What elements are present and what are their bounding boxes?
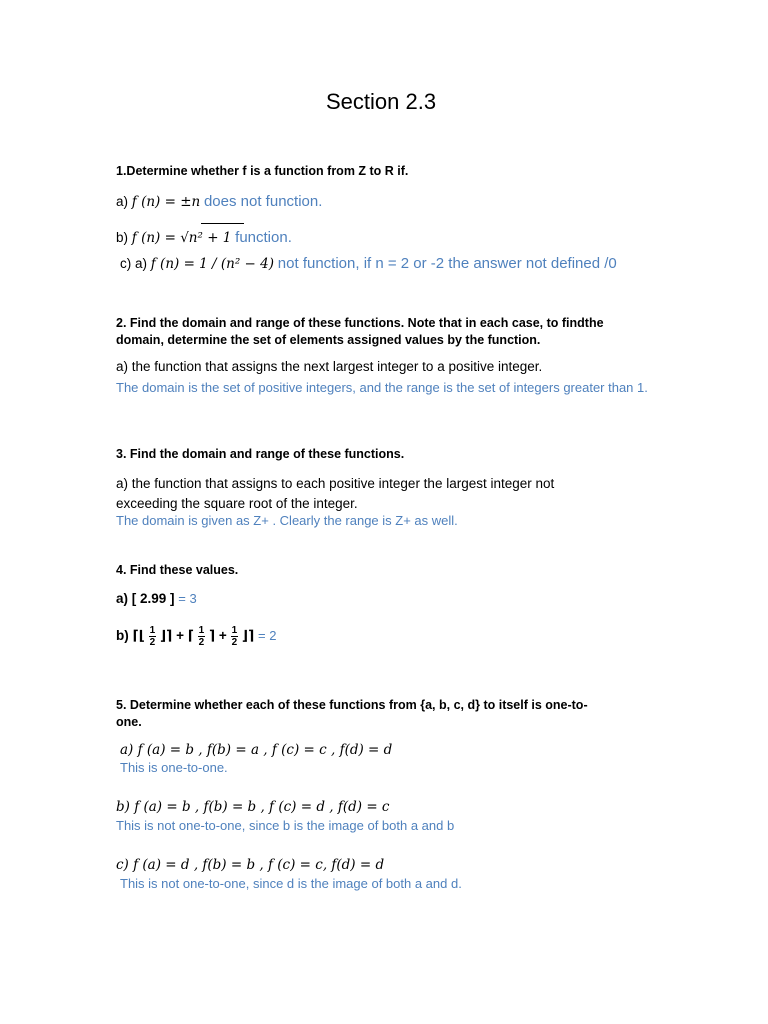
q1-b-row — [116, 229, 292, 246]
floor-end-bracket: ⌋⌉ — [241, 628, 255, 644]
q1-c-answer: not function, if n = 2 or -2 the answer not defined /0 — [277, 255, 617, 272]
q1-b-answer: function. — [235, 229, 292, 246]
q1-c-row — [120, 255, 617, 272]
ceil-open-bracket: ⌈ — [187, 628, 194, 644]
q2-heading: 2. Find the domain and range of these functions. Note that in each case, to findthe domain, determine the set of elements assigned values by the function. — [116, 316, 604, 347]
q1-b-label: b) — [116, 230, 129, 245]
q1-b-expr: f (n) = √n² + 1 — [131, 230, 232, 246]
q2-a-text: a) the function that assigns the next largest integer to a positive integer. — [116, 359, 543, 374]
ceil-close-bracket: ⌉ — [208, 628, 216, 644]
q4-heading: 4. Find these values. — [116, 563, 239, 577]
q3-answer: The domain is given as Z+ . Clearly the range is Z+ as well. — [116, 513, 458, 528]
q4-a-answer: = 3 — [178, 591, 197, 606]
q4-b-label: b) — [116, 628, 129, 644]
sqrt-overline — [201, 223, 244, 224]
q4-b-row — [116, 625, 276, 648]
q5-c-expr: c) f (a) = d , f(b) = b , f (c) = c, f(d) = d — [116, 857, 385, 873]
fraction-half-3: $\frac{1}{2}$ — [231, 625, 238, 648]
q1-a-row — [116, 193, 322, 210]
q5-a-expr: a) f (a) = b , f(b) = a , f (c) = c , f(d) = d — [120, 742, 393, 758]
q5-a-answer: This is one-to-one. — [120, 760, 228, 775]
plus-sign-2: + — [218, 628, 227, 644]
q4-a-expr: a) [ 2.99 ] — [116, 591, 175, 606]
fraction-half-1: $\frac{1}{2}$ — [149, 625, 156, 648]
q3-heading: 3. Find the domain and range of these functions. — [116, 447, 405, 461]
q1-a-expr: f (n) = ±n — [131, 194, 201, 210]
q1-c-label: c) a) — [120, 256, 147, 271]
q5-b-answer: This is not one-to-one, since b is the image of both a and b — [116, 818, 455, 833]
q5-c-answer: This is not one-to-one, since d is the image of both a and d. — [120, 876, 462, 891]
floor-open-bracket: ⌈⌊ — [132, 628, 145, 644]
page-title: Section 2.3 — [326, 89, 437, 114]
plus-sign-1: + — [176, 628, 184, 644]
q1-c-expr: f (n) = 1 / (n² − 4) — [150, 256, 275, 272]
q2-answer: The domain is the set of positive integers, and the range is the set of integers greater than 1. — [116, 380, 648, 395]
q3-a-text: a) the function that assigns to each positive integer the largest integer not exceeding the square root of the integer. — [116, 476, 555, 511]
q1-heading: 1.Determine whether f is a function from Z to R if. — [116, 164, 409, 178]
fraction-half-2: $\frac{1}{2}$ — [198, 625, 205, 648]
q1-a-label: a) — [116, 194, 129, 209]
q5-heading: 5. Determine whether each of these functions from {a, b, c, d} to itself is one-to-one. — [116, 698, 588, 729]
q5-b-expr: b) f (a) = b , f(b) = b , f (c) = d , f(d) = c — [116, 799, 390, 815]
floor-close-bracket: ⌋⌉ — [159, 628, 173, 644]
q4-a-row — [116, 591, 197, 606]
q1-a-answer: does not function. — [203, 193, 323, 210]
q4-b-answer: = 2 — [258, 628, 277, 644]
